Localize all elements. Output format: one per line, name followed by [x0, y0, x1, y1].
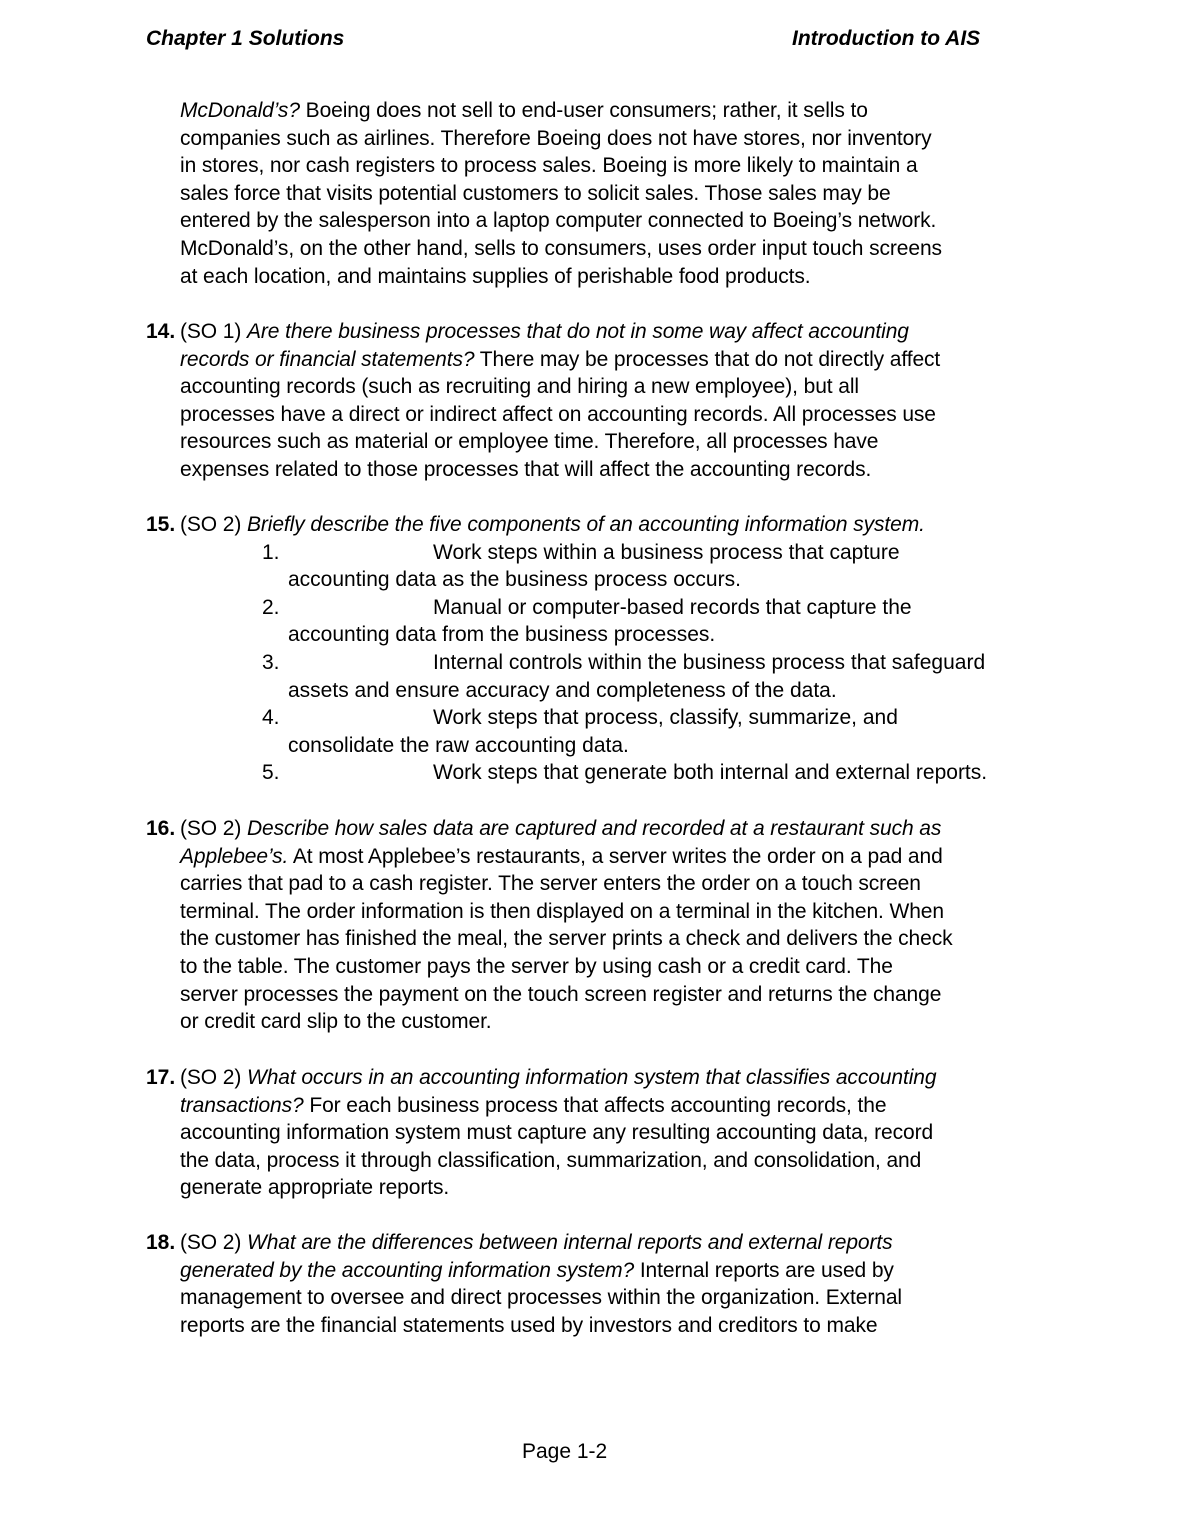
- list-item-continuation: accounting data as the business process occurs.: [288, 568, 741, 592]
- text-line: [180, 152, 918, 179]
- answer-text: server processes the payment on the touch screen register and returns the change: [180, 982, 942, 1006]
- answer-text: resources such as material or employee time. Therefore, all processes have: [180, 430, 879, 454]
- list-item-number: 3.: [262, 651, 280, 674]
- text-line: [180, 898, 944, 925]
- text-line: [180, 318, 909, 345]
- text-line: [180, 1312, 877, 1339]
- list-item-number: 4.: [262, 706, 280, 730]
- question-number: 16.: [146, 817, 176, 840]
- text-line: [180, 1284, 902, 1311]
- text-line: [180, 1008, 492, 1035]
- list-item-text: Manual or computer-based records that capture the: [433, 595, 912, 619]
- answer-text: accounting records (such as recruiting and hiring a new employee), but all: [180, 375, 859, 399]
- answer-text: the data, process it through classification, summarization, and consolidation, and: [180, 1148, 922, 1172]
- text-line: [180, 1174, 449, 1201]
- list-item-text: Internal controls within the business process that safeguard: [433, 651, 986, 674]
- question-text: What are the differences between internal reports and external reports: [246, 1231, 893, 1254]
- text-line: [180, 1092, 886, 1119]
- text-line: [180, 428, 878, 455]
- text-line: [180, 953, 893, 980]
- page-footer: Page 1-2: [522, 1440, 608, 1463]
- answer-text: accounting information system must capture any resulting accounting data, record: [180, 1121, 934, 1145]
- text-line: [180, 207, 936, 234]
- question-number: 15.: [146, 513, 176, 536]
- question-number: 18.: [146, 1231, 176, 1254]
- text-line: [180, 373, 859, 400]
- text-line: [180, 97, 868, 124]
- text-line: [180, 1257, 894, 1284]
- answer-text: in stores, nor cash registers to process sales. Boeing is more likely to maintain a: [180, 154, 918, 178]
- answer-text: at each location, and maintains supplies of perishable food products.: [180, 264, 811, 288]
- question-text: Are there business processes that do not in some way affect accounting: [246, 320, 909, 343]
- question-text: Briefly describe the five components of an accounting information system.: [246, 513, 925, 536]
- answer-text: For each business process that affects accounting records, the: [303, 1093, 887, 1117]
- text-line: [180, 1229, 893, 1256]
- answer-text: entered by the salesperson into a laptop computer connected to Boeing’s network.: [180, 209, 937, 233]
- answer-text: At most Applebee’s restaurants, a server writes the order on a pad and: [288, 844, 943, 868]
- answer-text: Boeing does not sell to end-user consumers; rather, it sells to: [299, 99, 868, 122]
- question-text: Describe how sales data are captured and recorded at a restaurant such as: [246, 817, 942, 840]
- question-text: Applebee’s.: [180, 844, 289, 868]
- answer-text: or credit card slip to the customer.: [180, 1010, 492, 1034]
- question-text: records or financial statements?: [180, 347, 475, 371]
- text-line: [180, 870, 921, 897]
- text-line: [180, 180, 891, 207]
- question-text: What occurs in an accounting information system that classifies accounting: [246, 1066, 937, 1089]
- answer-text: expenses related to those processes that will affect the accounting records.: [180, 458, 872, 481]
- so-tag: (SO 2): [180, 513, 247, 536]
- list-item-continuation: assets and ensure accuracy and completeness of the data.: [288, 678, 837, 702]
- so-tag: (SO 2): [180, 1231, 247, 1254]
- text-line: [180, 925, 953, 952]
- text-line: [180, 1064, 936, 1091]
- answer-text: There may be processes that do not directly affect: [474, 347, 941, 371]
- text-line: [180, 815, 941, 842]
- question-text: generated by the accounting information system?: [180, 1258, 635, 1282]
- text-line: [180, 456, 871, 483]
- list-item-number: 5.: [262, 761, 280, 785]
- list-item-number: 1.: [262, 540, 280, 564]
- answer-text: processes have a direct or indirect affect on accounting records. All processes use: [180, 402, 936, 426]
- text-line: [180, 263, 811, 290]
- so-tag: (SO 2): [180, 1066, 247, 1089]
- text-line: [180, 346, 940, 373]
- text-line: [180, 125, 932, 152]
- list-item-text: Work steps within a business process that capture: [433, 540, 900, 564]
- text-line: [180, 511, 925, 538]
- text-line: [180, 1147, 921, 1174]
- so-tag: (SO 2): [180, 817, 247, 840]
- list-item-text: Work steps that process, classify, summarize, and: [433, 706, 898, 730]
- answer-text: to the table. The customer pays the server by using cash or a credit card. The: [180, 955, 893, 978]
- question-text: transactions?: [180, 1093, 304, 1117]
- list-item-continuation: accounting data from the business processes.: [288, 623, 716, 647]
- text-line: [180, 843, 943, 870]
- answer-text: terminal. The order information is then displayed on a terminal in the kitchen. When: [180, 899, 944, 923]
- answer-text: companies such as airlines. Therefore Boeing does not have stores, nor inventory: [180, 126, 932, 150]
- answer-text: management to oversee and direct processes within the organization. External: [180, 1286, 902, 1310]
- answer-text: Internal reports are used by: [634, 1258, 894, 1282]
- text-line: [180, 401, 936, 428]
- answer-text: McDonald’s, on the other hand, sells to consumers, uses order input touch screens: [180, 237, 942, 260]
- page-header-right: Introduction to AIS: [792, 27, 981, 50]
- text-line: [180, 981, 941, 1008]
- list-item-continuation: consolidate the raw accounting data.: [288, 733, 629, 757]
- question-text: McDonald’s?: [180, 99, 300, 122]
- list-item-number: 2.: [262, 595, 280, 619]
- list-item-text: Work steps that generate both internal and external reports.: [433, 761, 988, 785]
- answer-text: the customer has finished the meal, the server prints a check and delivers the check: [180, 927, 953, 951]
- answer-text: sales force that visits potential customers to solicit sales. Those sales may be: [180, 181, 891, 205]
- question-number: 14.: [146, 320, 176, 343]
- answer-text: carries that pad to a cash register. The server enters the order on a touch screen: [180, 872, 921, 896]
- so-tag: (SO 1): [180, 320, 247, 343]
- answer-text: generate appropriate reports.: [180, 1176, 450, 1200]
- answer-text: reports are the financial statements used by investors and creditors to make: [180, 1313, 878, 1337]
- page-header-left: Chapter 1 Solutions: [146, 27, 345, 50]
- question-number: 17.: [146, 1066, 176, 1089]
- text-line: [180, 1119, 933, 1146]
- text-line: [180, 235, 942, 262]
